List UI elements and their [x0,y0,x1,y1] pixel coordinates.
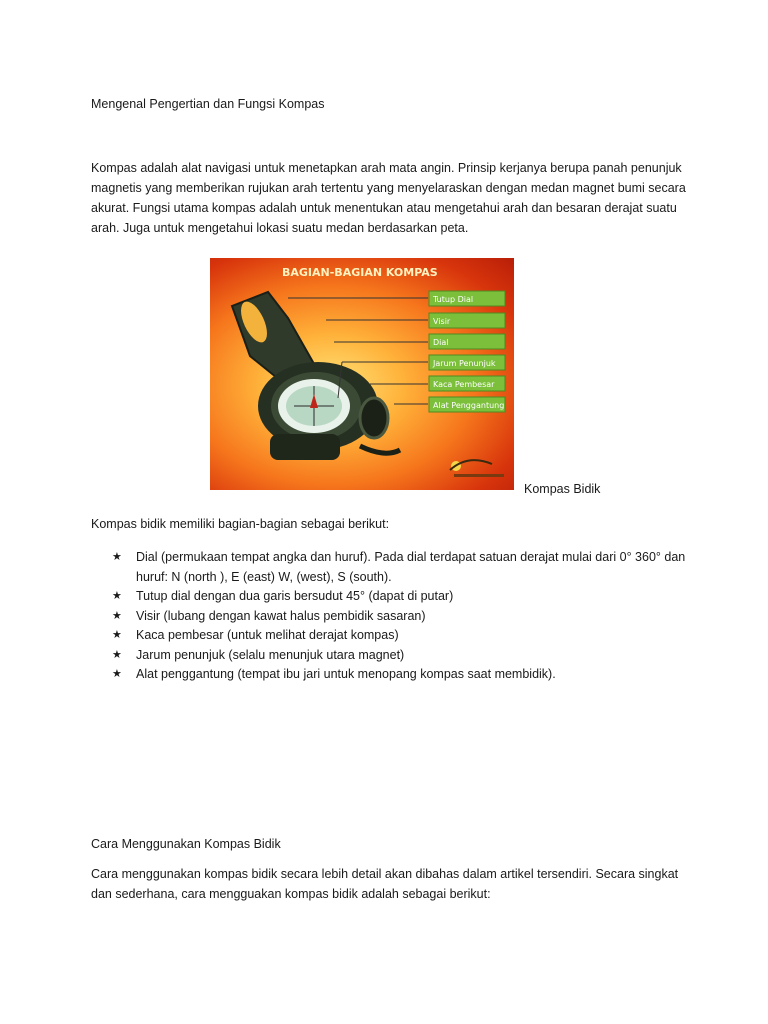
paragraph-definisi-kompas: Kompas adalah alat navigasi untuk menetapkan arah mata angin. Prinsip kerjanya berupa panah penunjuk magnetis yang memberikan rujukan arah tertentu yang menyelaraskan dengan medan magnet bumi secara akurat. Fungsi utama kompas adalah untuk menentukan atau mengetahui arah dan besaran derajat suatu arah. Juga untuk mengetahui lokasi suatu medan berdasarkan peta. [91,161,686,235]
paragraph-cara-menggunakan: Cara menggunakan kompas bidik secara lebih detail akan dibahas dalam artikel tersendiri. Secara singkat dan sederhana, cara mengguakan kompas bidik adalah sebagai berikut: [91,867,679,901]
compass-illustration [232,292,400,460]
svg-text:Kaca Pembesar: Kaca Pembesar [433,380,495,389]
label-dial [429,334,505,349]
compass-parts-list [112,548,692,685]
publisher-logo [450,460,504,477]
star-bullet-icon: ★ [112,648,122,661]
label-tutup-dial [429,291,505,306]
star-bullet-icon: ★ [112,668,122,680]
star-bullet-icon: ★ [112,629,122,641]
section-title-cara: Cara Menggunakan Kompas Bidik [91,837,281,851]
svg-text:Alat Penggantung: Alat Penggantung [433,401,505,410]
label-alat-penggantung [429,397,505,412]
list-item: ★ Alat penggantung (tempat ibu jari untuk menopang kompas saat membidik). [112,665,692,685]
svg-text:Tutup Dial: Tutup Dial [433,295,474,304]
compass-parts-figure [210,258,514,490]
svg-text:Jarum Penunjuk: Jarum Penunjuk [433,359,496,368]
section-title-pengertian: Mengenal Pengertian dan Fungsi Kompas [91,97,325,111]
list-item: ★ Dial (permukaan tempat angka dan huruf). Pada dial terdapat satuan derajat mulai dari 0° 360° dan huruf: N (north ), E (east) W, (west), S (south). [112,550,686,584]
label-kaca-pembesar [429,376,505,391]
figure-banner-title: BAGIAN-BAGIAN KOMPAS [282,266,438,279]
star-bullet-icon: ★ [112,551,122,563]
svg-text:Visir: Visir [433,317,451,326]
star-bullet-icon: ★ [112,590,122,602]
list-item: ★ Visir (lubang dengan kawat halus pembidik sasaran) [112,607,692,627]
list-item: ★ Jarum penunjuk (selalu menunjuk utara magnet) [112,646,692,666]
compass-diagram [210,258,514,490]
list-item: ★ Kaca pembesar (untuk melihat derajat kompas) [112,626,692,646]
figure-caption: Kompas Bidik [524,482,601,496]
list-item: ★ Tutup dial dengan dua garis bersudut 45° (dapat di putar) [112,587,692,607]
label-jarum-penunjuk [429,355,505,370]
svg-text:Dial: Dial [433,338,449,347]
star-bullet-icon: ★ [112,609,122,622]
bagian-intro: Kompas bidik memiliki bagian-bagian sebagai berikut: [91,517,390,531]
label-visir [429,313,505,328]
